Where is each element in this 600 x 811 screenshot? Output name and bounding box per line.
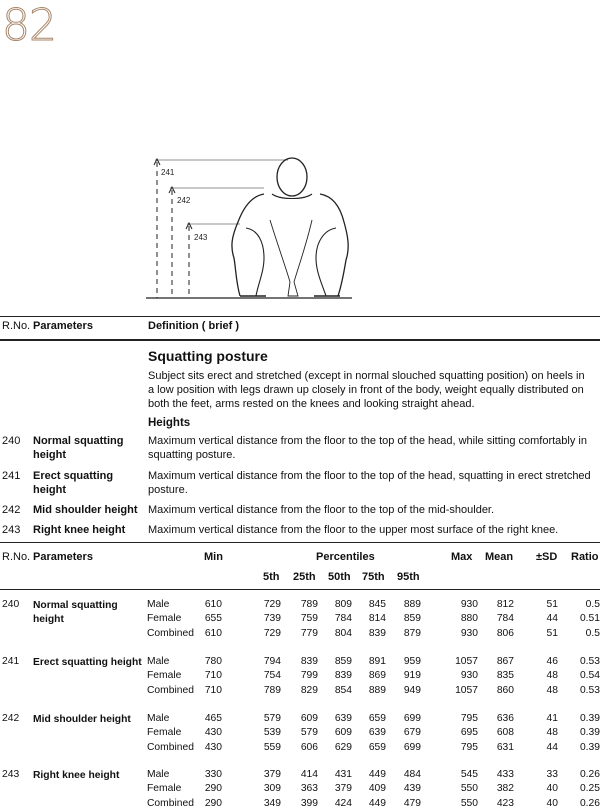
table-cell: 699 <box>403 741 421 753</box>
table-cell: 0.39 <box>579 713 600 724</box>
table-cell: 430 <box>204 727 222 739</box>
row-group-label: Combined <box>147 627 194 639</box>
table-cell: 330 <box>204 769 222 780</box>
table-cell: 433 <box>496 769 514 780</box>
table-cell: 309 <box>263 783 281 795</box>
table-cell: 431 <box>334 769 352 780</box>
table-cell: 880 <box>460 613 478 625</box>
def-text: Maximum vertical distance from the floor to the top of the head, squatting in erect stretched posture. <box>148 470 591 496</box>
row-group-label: Male <box>147 599 170 610</box>
table-cell: 41 <box>546 713 558 724</box>
table-header-max: Max <box>451 551 473 563</box>
def-rno: 243 <box>2 524 21 536</box>
row-parameter: Right knee height <box>33 770 120 781</box>
table-cell: 0.26 <box>579 769 600 780</box>
table-cell: 859 <box>334 656 352 667</box>
row-group-label: Combined <box>147 741 194 753</box>
table-cell: 759 <box>300 613 318 625</box>
table-cell: 48 <box>546 727 558 739</box>
table-cell: 891 <box>368 656 386 667</box>
table-cell: 424 <box>334 797 352 809</box>
table-cell: 0.53 <box>579 656 600 667</box>
table-header-rno: R.No. <box>2 551 31 563</box>
table-cell: 919 <box>403 670 421 682</box>
table-header-min: Min <box>204 551 223 563</box>
def-rno: 241 <box>2 470 21 482</box>
table-cell: 51 <box>546 627 558 639</box>
row-group-label: Female <box>147 613 182 625</box>
table-cell: 889 <box>403 599 421 610</box>
table-cell: 867 <box>496 656 514 667</box>
table-cell: 0.25 <box>579 783 600 795</box>
table-cell: 399 <box>300 797 318 809</box>
table-cell: 550 <box>460 783 478 795</box>
row-group-label: Male <box>147 713 170 724</box>
def-parameter: Erect squatting height <box>33 470 114 496</box>
table-cell: 379 <box>334 783 352 795</box>
table-cell: 889 <box>368 684 386 696</box>
table-cell: 51 <box>546 599 558 610</box>
table-cell: 44 <box>546 741 558 753</box>
table-cell: 949 <box>403 684 421 696</box>
table-cell: 610 <box>204 627 222 639</box>
table-cell: 930 <box>460 599 478 610</box>
def-text: Maximum vertical distance from the floor to the upper most surface of the right knee. <box>148 524 559 536</box>
table-cell: 639 <box>368 727 386 739</box>
def-header-param: Parameters <box>33 320 93 332</box>
table-cell: 780 <box>204 656 222 667</box>
table-cell: 710 <box>204 684 222 696</box>
table-cell: 869 <box>368 670 386 682</box>
def-parameter: Normal squatting height <box>33 435 124 461</box>
table-header-ratio: Ratio <box>571 551 599 563</box>
table-cell: 0.26 <box>579 797 600 809</box>
def-rno: 240 <box>2 435 21 447</box>
table-cell: 959 <box>403 656 421 667</box>
table-cell: 423 <box>496 797 514 809</box>
table-cell: 290 <box>204 783 222 795</box>
table-cell: 779 <box>300 627 318 639</box>
table-cell: 784 <box>496 613 514 625</box>
table-cell: 739 <box>263 613 281 625</box>
table-cell: 449 <box>368 797 386 809</box>
section-title: Squatting posture <box>148 348 268 364</box>
table-cell: 0.39 <box>579 741 600 753</box>
table-cell: 484 <box>403 769 421 780</box>
def-parameter: Mid shoulder height <box>33 504 138 516</box>
table-cell: 879 <box>403 627 421 639</box>
divider <box>0 316 600 317</box>
table-cell: 363 <box>300 783 318 795</box>
table-cell: 550 <box>460 797 478 809</box>
table-cell: 0.5 <box>585 599 600 610</box>
table-cell: 860 <box>496 684 514 696</box>
table-header-mean: Mean <box>485 551 514 563</box>
table-cell: 46 <box>546 656 558 667</box>
table-cell: 379 <box>263 769 281 780</box>
table-cell: 784 <box>334 613 352 625</box>
table-cell: 430 <box>204 741 222 753</box>
table-header-p95: 95th <box>397 571 420 583</box>
table-cell: 710 <box>204 670 222 682</box>
table-cell: 629 <box>334 741 352 753</box>
table-cell: 290 <box>204 797 222 809</box>
table-cell: 789 <box>263 684 281 696</box>
table-cell: 414 <box>300 769 318 780</box>
table-cell: 655 <box>204 613 222 625</box>
table-cell: 40 <box>546 783 558 795</box>
table-cell: 729 <box>263 627 281 639</box>
def-parameter: Right knee height <box>33 524 126 536</box>
table-cell: 795 <box>460 713 478 724</box>
table-cell: 729 <box>263 599 281 610</box>
table-cell: 835 <box>496 670 514 682</box>
table-cell: 789 <box>300 599 318 610</box>
table-cell: 1057 <box>455 656 478 667</box>
table-cell: 794 <box>263 656 281 667</box>
table-cell: 449 <box>368 769 386 780</box>
table-cell: 1057 <box>455 684 478 696</box>
table-cell: 930 <box>460 627 478 639</box>
table-cell: 0.53 <box>579 684 600 696</box>
table-cell: 439 <box>403 783 421 795</box>
table-cell: 48 <box>546 684 558 696</box>
table-cell: 479 <box>403 797 421 809</box>
row-rno: 242 <box>2 713 20 724</box>
section-intro: Subject sits erect and stretched (except in normal slouched squatting position) on heels in a low position with legs drawn up closely in front of the body, weight equally distributed on both the feet, arms rested on the knees and looking straight ahead. <box>148 370 585 410</box>
row-group-label: Combined <box>147 684 194 696</box>
table-cell: 382 <box>496 783 514 795</box>
label-242: 242 <box>177 196 191 205</box>
table-header-p75: 75th <box>362 571 385 583</box>
def-text: Maximum vertical distance from the floor to the top of the head, while sitting comfortably in squatting posture. <box>148 435 587 461</box>
table-cell: 639 <box>334 713 352 724</box>
table-cell: 930 <box>460 670 478 682</box>
table-cell: 44 <box>546 613 558 625</box>
table-cell: 809 <box>334 599 352 610</box>
table-cell: 829 <box>300 684 318 696</box>
table-cell: 799 <box>300 670 318 682</box>
table-header-percentiles: Percentiles <box>316 551 375 563</box>
table-cell: 349 <box>263 797 281 809</box>
table-cell: 33 <box>546 769 558 780</box>
row-group-label: Female <box>147 727 182 739</box>
table-cell: 606 <box>300 741 318 753</box>
table-cell: 579 <box>263 713 281 724</box>
table-cell: 804 <box>334 627 352 639</box>
def-text: Maximum vertical distance from the floor to the top of the mid-shoulder. <box>148 504 495 516</box>
table-header-p25: 25th <box>293 571 316 583</box>
table-cell: 545 <box>460 769 478 780</box>
label-241: 241 <box>161 168 175 177</box>
section-subhead: Heights <box>148 417 191 429</box>
table-header-p5: 5th <box>263 571 280 583</box>
table-header-p50: 50th <box>328 571 351 583</box>
divider <box>0 339 600 341</box>
def-header-rno: R.No. <box>2 320 31 332</box>
table-cell: 609 <box>300 713 318 724</box>
row-rno: 240 <box>2 599 20 610</box>
table-cell: 609 <box>334 727 352 739</box>
table-cell: 839 <box>334 670 352 682</box>
row-parameter: Mid shoulder height <box>33 714 131 725</box>
page-number: 82 <box>2 0 56 51</box>
table-cell: 659 <box>368 713 386 724</box>
table-cell: 608 <box>496 727 514 739</box>
table-cell: 636 <box>496 713 514 724</box>
table-cell: 839 <box>368 627 386 639</box>
def-header-definition: Definition ( brief ) <box>148 320 240 332</box>
table-cell: 839 <box>300 656 318 667</box>
squatting-figure <box>140 150 370 302</box>
row-group-label: Male <box>147 656 170 667</box>
table-cell: 0.5 <box>585 627 600 639</box>
row-rno: 243 <box>2 769 20 780</box>
table-cell: 0.39 <box>579 727 600 739</box>
table-cell: 559 <box>263 741 281 753</box>
table-cell: 795 <box>460 741 478 753</box>
table-cell: 845 <box>368 599 386 610</box>
table-cell: 0.54 <box>579 670 600 682</box>
table-cell: 812 <box>496 599 514 610</box>
table-cell: 659 <box>368 741 386 753</box>
row-parameter: Normal squatting height <box>33 600 118 625</box>
row-group-label: Female <box>147 783 182 795</box>
table-cell: 465 <box>204 713 222 724</box>
row-group-label: Male <box>147 769 170 780</box>
table-cell: 0.51 <box>579 613 600 625</box>
row-parameter: Erect squatting height <box>33 657 142 668</box>
table-cell: 679 <box>403 727 421 739</box>
table-cell: 610 <box>204 599 222 610</box>
table-cell: 854 <box>334 684 352 696</box>
def-rno: 242 <box>2 504 21 516</box>
table-cell: 814 <box>368 613 386 625</box>
table-cell: 695 <box>460 727 478 739</box>
table-cell: 631 <box>496 741 514 753</box>
table-cell: 409 <box>368 783 386 795</box>
label-243: 243 <box>194 233 208 242</box>
table-header-sd: ±SD <box>536 551 558 563</box>
row-group-label: Female <box>147 670 182 682</box>
table-cell: 806 <box>496 627 514 639</box>
table-cell: 754 <box>263 670 281 682</box>
divider <box>0 589 600 590</box>
table-cell: 699 <box>403 713 421 724</box>
table-cell: 48 <box>546 670 558 682</box>
table-cell: 579 <box>300 727 318 739</box>
table-cell: 859 <box>403 613 421 625</box>
divider <box>0 542 600 543</box>
table-cell: 539 <box>263 727 281 739</box>
table-header-param: Parameters <box>33 551 93 563</box>
row-group-label: Combined <box>147 797 194 809</box>
row-rno: 241 <box>2 656 20 667</box>
table-cell: 40 <box>546 797 558 809</box>
